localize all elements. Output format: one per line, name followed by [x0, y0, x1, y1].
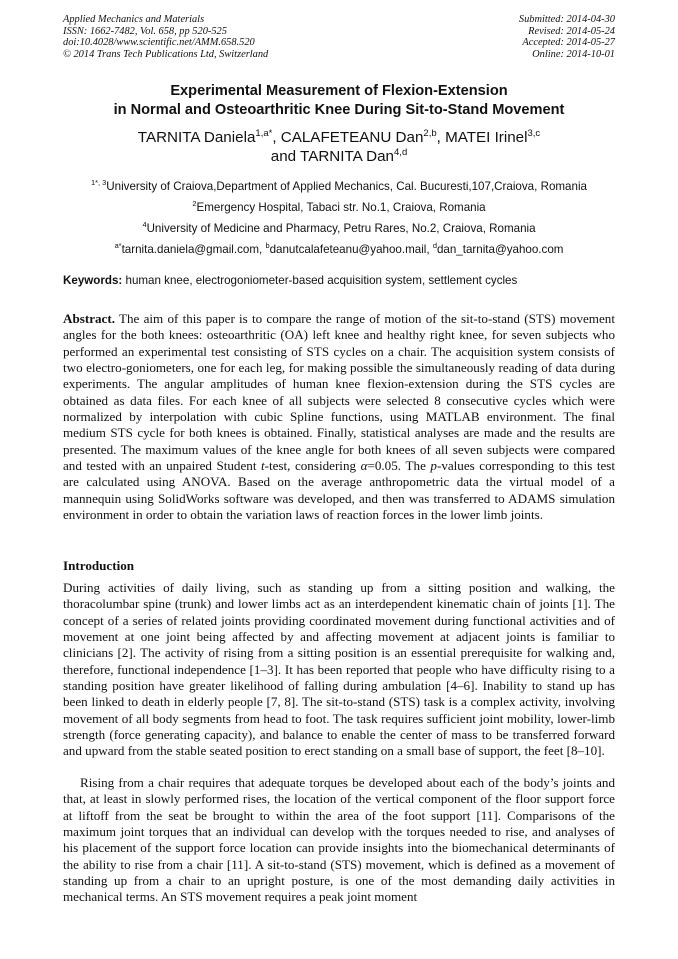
affiliation-2	[40, 197, 638, 218]
paper-title	[40, 82, 638, 120]
abstract-label: Abstract.	[63, 311, 115, 326]
revised-date: Revised: 2014-05-24	[528, 25, 615, 37]
email-d: dan_tarnita@yahoo.com	[436, 243, 564, 256]
abstract-text: -test, considering	[264, 458, 361, 474]
abstract-text: =0.05. The	[367, 458, 431, 474]
paragraph-text: During activities of daily living, such as standing up from a sitting position and walking, the thoracolumbar spine (trunk) and lower limbs act as an interdependent kinematic chain of joints [1]. The concept of a series of related joints providing coordinated movement during functional activities and of movement at one joint being affected by and affecting movement at adjacent joints is familiar to clinicians [2]. The activity of rising from a sitting position is an essential prerequisite for walking and, therefore, functional independence [1–3]. It has been reported that people who have difficulty rising to a standing position have greater likelihood of falling during ambulation [4–6]. Inability to stand up has been linked to death in elderly people [7, 8]. The sit-to-stand (STS) task is a complex activity, involving movement of all body segments from head to foot. The task requires sufficient joint mobility, lower-limb strength (force generating capacity), and balance to enable the center of mass to be transferred forward and upward from the stable seated position to erect standing on a small base of support, the feet [8–10].	[63, 580, 615, 759]
abstract-text: The aim of this paper is to compare the range of motion of the sit-to-stand (STS) movement angles for the both knees: osteoarthritic (OA) left knee and healthy right knee, for seven subjects who performed an experimental test consisting of STS cycles on a chair. The acquisition system consists of two electro-goniometers, one for each leg, for making possible the simultaneously reading of data during experiments. The angular amplitudes of human knee flexion-extension during the STS cycles are obtained as data files. For each knee of all subjects were selected 8 consecutive cycles which were normalized by interpolation with cubic Spline functions, using MATLAB environment. The final medium STS cycle for both knees is obtained. Finally, statistical analyses are made and the results are presented. The maximum values of the knee angle for both knees of all seven subjects were compared and tested with an unpaired Student	[63, 311, 615, 474]
doi-line: doi:10.4028/www.scientific.net/AMM.658.520	[63, 37, 255, 49]
author-separator: ,	[272, 129, 281, 146]
author-4-affil: 4,d	[394, 147, 408, 158]
email-a: tarnita.daniela@gmail.com,	[121, 243, 266, 256]
author-1-affil: 1,a*	[255, 128, 273, 139]
accepted-date: Accepted: 2014-05-27	[522, 37, 615, 49]
email-b: danutcalafeteanu@yahoo.mail,	[269, 243, 433, 256]
abstract-text: t	[260, 458, 265, 474]
publication-dates	[519, 14, 615, 60]
copyright-line: © 2014 Trans Tech Publications Ltd, Switzerland	[63, 48, 269, 60]
abstract-paragraph	[63, 311, 615, 523]
author-2: CALAFETEANU Dan	[280, 129, 424, 146]
affiliation-marker: 1*, 3	[91, 178, 107, 187]
affiliation-text: Emergency Hospital, Tabaci str. No.1, Craiova, Romania	[196, 201, 486, 214]
paragraph-text: Rising from a chair requires that adequate torques be developed about each of the body’s joints and that, at least in slowly performed rises, the location of the vertical component of the floor support force at liftoff from the seat be brought to within the area of the foot support [11]. Comparisons of the maximum joint torques that an individual can develop with the torques needed to rise, and analyses of his placement of the support force location can provide insights into the biomechanical determinants of the ability to rise from a chair [11]. A sit-to-stand (STS) movement, which is defined as a movement of standing up from a chair to an upright posture, is one of the most demanding daily activities in mechanical terms. An STS movement requires a peak joint moment	[63, 775, 615, 905]
keywords-text: human knee, electrogoniometer-based acquisition system, settlement cycles	[122, 274, 518, 287]
issn-line: ISSN: 1662-7482, Vol. 658, pp 520-525	[63, 25, 227, 37]
affiliation-marker: 4	[142, 220, 147, 229]
author-2-affil: 2,b	[423, 128, 437, 139]
email-marker: b	[265, 241, 270, 250]
abstract-text: α	[360, 458, 368, 474]
email-line	[40, 239, 638, 260]
affiliation-text: University of Medicine and Pharmacy, Petru Rares, No.2, Craiova, Romania	[146, 222, 536, 235]
author-list	[40, 128, 638, 166]
abstract	[63, 311, 615, 523]
author-line-1	[40, 128, 638, 147]
keywords	[63, 273, 517, 288]
abstract-text: -values corresponding to this test are calculated using ANOVA. Based on the average anthropometric data the virtual model of a mannequin using SolidWorks software was developed, and then was transferred to ADAMS simulation environment in order to obtain the variation laws of reaction forces in the lower limb joints.	[63, 458, 616, 523]
affiliation-3	[40, 218, 638, 239]
affiliation-marker: 2	[192, 199, 197, 208]
author-conjunction: and	[270, 148, 301, 165]
author-3-affil: 3,c	[527, 128, 541, 139]
affiliation-text: University of Craiova,Department of Applied Mechanics, Cal. Bucuresti,107,Craiova, Romania	[106, 180, 587, 193]
author-3: MATEI Irinel	[445, 129, 528, 146]
keywords-label: Keywords:	[63, 274, 123, 287]
email-marker: a*	[114, 241, 122, 250]
author-4: TARNITA Dan	[300, 148, 395, 165]
author-1: TARNITA Daniela	[137, 129, 256, 146]
introduction-paragraph-2	[63, 775, 615, 906]
author-separator: ,	[436, 129, 446, 146]
submitted-date: Submitted: 2014-04-30	[518, 14, 615, 25]
author-line-2	[40, 147, 638, 166]
journal-name: Applied Mechanics and Materials	[63, 14, 205, 25]
affiliation-1	[40, 176, 638, 197]
publication-info	[63, 14, 268, 60]
email-marker: d	[432, 241, 437, 250]
abstract-text: p	[430, 458, 437, 474]
introduction-paragraph-1	[63, 580, 615, 760]
affiliations	[40, 176, 638, 260]
introduction-heading: Introduction	[63, 558, 135, 573]
title-line-1: Experimental Measurement of Flexion-Extension	[170, 83, 508, 99]
online-date: Online: 2014-10-01	[532, 48, 615, 60]
title-line-2: in Normal and Osteoarthritic Knee During Sit-to-Stand Movement	[113, 102, 565, 118]
